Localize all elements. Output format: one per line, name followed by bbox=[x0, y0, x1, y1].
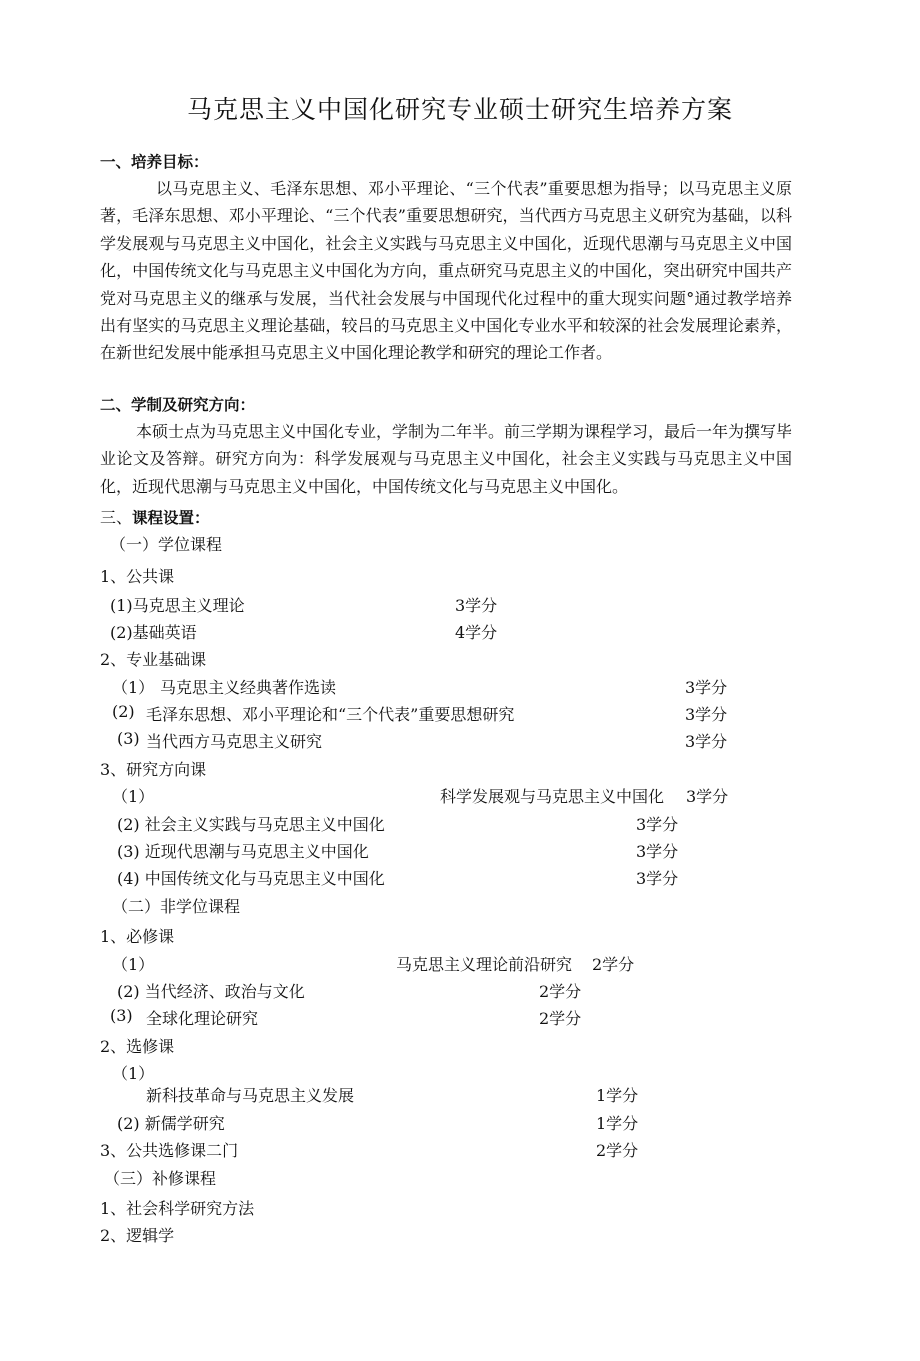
course-credit: 3学分 bbox=[685, 705, 728, 724]
course-index: (2) bbox=[110, 623, 133, 642]
course-item bbox=[117, 979, 305, 1002]
basic-courses-label: 2、专业基础课 bbox=[100, 650, 207, 669]
course-item bbox=[117, 866, 385, 889]
course-index: （1） bbox=[112, 678, 155, 697]
course-name: 毛泽东思想、邓小平理论和“三个代表”重要思想研究 bbox=[146, 705, 515, 724]
goal-paragraph: 以马克思主义、毛泽东思想、邓小平理论、“三个代表”重要思想为指导；以马克思主义原著，毛泽东思想、邓小平理论、“三个代表”重要思想研究，当代西方马克思主义研究为基础，以科学发展观与马克思主义中国化，社会主义实践与马克思主义中国化，近现代思潮与马克思主义中国化，中国传统文化与马克思主义中国化为方向，重点研究马克思主义的中国化，突出研究中国共产党对马克思主义的继承与发展，当代社会发展与中国现代化过程中的重大现实问题°通过教学培养出有坚实的马克思主义理论基础，较吕的马克思主义中国化专业水平和较深的社会发展理论素养，在新世纪发展中能承担马克思主义中国化理论教学和研究的理论工作者。 bbox=[100, 179, 792, 363]
course-index: (3) bbox=[117, 842, 140, 861]
course-credit: 3学分 bbox=[686, 787, 729, 806]
page-title: 马克思主义中国化研究专业硕士研究生培养方案 bbox=[186, 95, 733, 124]
course-item bbox=[117, 812, 385, 835]
course-name: 马克思主义理论前沿研究 bbox=[396, 955, 573, 974]
course-credit: 3学分 bbox=[455, 596, 498, 615]
course-name: 基础英语 bbox=[132, 623, 197, 642]
course-credit: 3学分 bbox=[636, 815, 679, 834]
section-title: 课程设置： bbox=[132, 509, 210, 527]
section-heading-courses bbox=[100, 505, 210, 528]
course-credit: 3学分 bbox=[685, 678, 728, 697]
supplementary-item: 1、社会科学研究方法 bbox=[100, 1199, 255, 1218]
course-index: (2) bbox=[117, 1114, 140, 1133]
course-name: 中国传统文化与马克思主义中国化 bbox=[144, 869, 385, 888]
supplementary-courses-label: （三）补修课程 bbox=[104, 1169, 217, 1188]
section-number: 三、 bbox=[100, 508, 133, 527]
course-name: 新科技革命与马克思主义发展 bbox=[146, 1086, 355, 1105]
course-credit: 3学分 bbox=[636, 842, 679, 861]
course-item bbox=[110, 620, 197, 643]
degree-courses-label: （一）学位课程 bbox=[110, 535, 223, 554]
course-index: （1） bbox=[112, 1064, 155, 1083]
course-index: (4) bbox=[117, 869, 140, 888]
course-name: 社会主义实践与马克思主义中国化 bbox=[144, 815, 385, 834]
system-paragraph: 本硕士点为马克思主义中国化专业，学制为二年半。前三学期为课程学习，最后一年为撰写毕业论文及答辩。研究方向为：科学发展观与马克思主义中国化，社会主义实践与马克思主义中国化，近现代思潮与马克思主义中国化，中国传统文化与马克思主义中国化。 bbox=[100, 422, 793, 496]
elective-courses-label: 2、选修课 bbox=[100, 1037, 175, 1056]
public-courses-label: 1、公共课 bbox=[100, 567, 175, 586]
course-index: （1） bbox=[112, 787, 155, 806]
course-index: (1) bbox=[110, 596, 133, 615]
direction-courses-label: 3、研究方向课 bbox=[100, 760, 207, 779]
course-name: 新儒学研究 bbox=[144, 1114, 225, 1133]
course-name: 马克思主义经典著作选读 bbox=[160, 678, 337, 697]
course-name: 科学发展观与马克思主义中国化 bbox=[440, 787, 665, 806]
course-credit: 2学分 bbox=[539, 982, 582, 1001]
public-elective-label: 3、公共选修课二门 bbox=[100, 1141, 239, 1160]
course-item bbox=[110, 593, 245, 616]
course-credit: 1学分 bbox=[596, 1086, 639, 1105]
course-credit: 4学分 bbox=[455, 623, 498, 642]
supplementary-item: 2、逻辑学 bbox=[100, 1226, 175, 1245]
course-credit: 1学分 bbox=[596, 1114, 639, 1133]
course-credit: 2学分 bbox=[596, 1141, 639, 1160]
course-name: 当代经济、政治与文化 bbox=[144, 982, 305, 1001]
course-index: （1） bbox=[112, 955, 155, 974]
non-degree-courses-label: （二）非学位课程 bbox=[112, 897, 241, 916]
course-name: 近现代思潮与马克思主义中国化 bbox=[144, 842, 369, 861]
section-heading-goal: 一、培养目标： bbox=[100, 153, 209, 171]
course-name: 马克思主义理论 bbox=[132, 596, 245, 615]
course-index: (2) bbox=[117, 815, 140, 834]
course-credit: 2学分 bbox=[539, 1009, 582, 1028]
course-name: 全球化理论研究 bbox=[146, 1009, 259, 1028]
course-credit: 3学分 bbox=[636, 869, 679, 888]
course-name: 当代西方马克思主义研究 bbox=[146, 732, 323, 751]
course-credit: 3学分 bbox=[685, 732, 728, 751]
required-courses-label: 1、必修课 bbox=[100, 927, 175, 946]
course-item bbox=[117, 1111, 225, 1134]
course-credit: 2学分 bbox=[592, 955, 635, 974]
section-heading-system: 二、学制及研究方向： bbox=[100, 396, 256, 414]
course-index: (3) bbox=[117, 729, 140, 748]
course-index: (2) bbox=[117, 982, 140, 1001]
course-index: (2) bbox=[112, 702, 135, 721]
course-item bbox=[117, 839, 369, 862]
course-index: (3) bbox=[110, 1006, 133, 1025]
